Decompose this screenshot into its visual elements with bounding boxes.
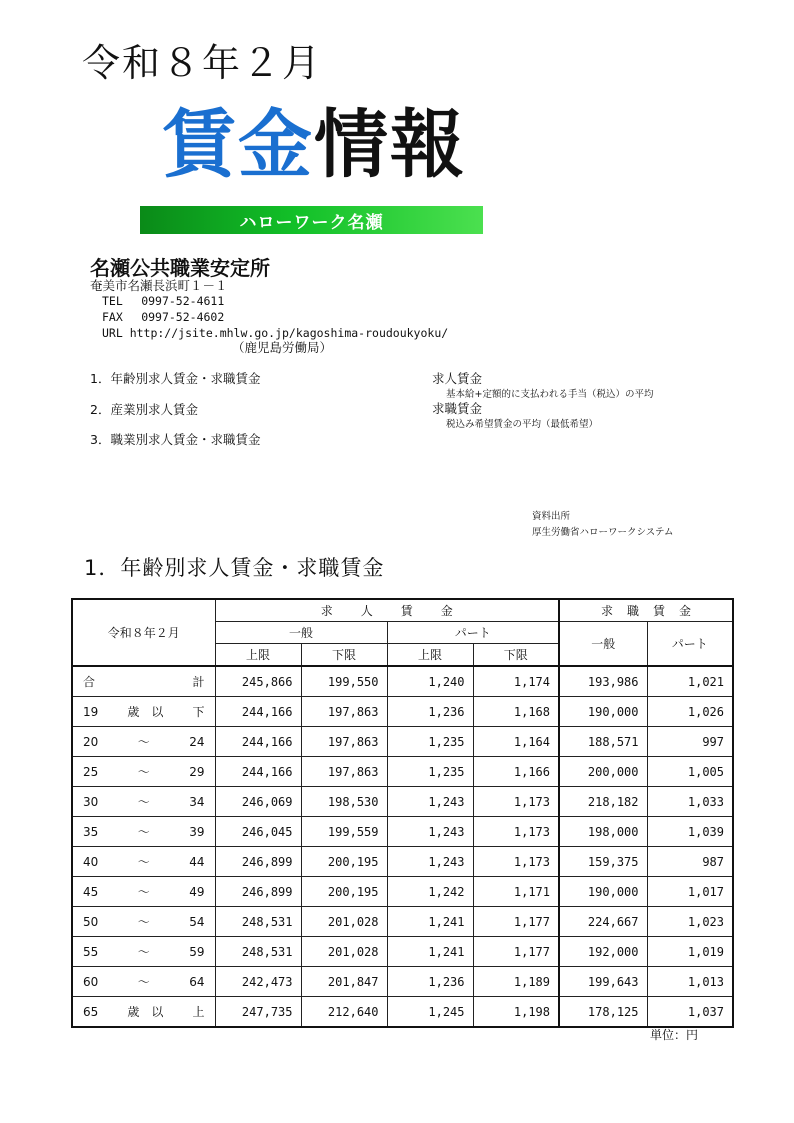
cell-offer-general-upper: 246,045 bbox=[215, 817, 301, 847]
date-title: 令和８年２月 bbox=[82, 41, 323, 85]
age-label-part: 54 bbox=[189, 914, 205, 929]
source-value: 厚生労働省ハローワークシステム bbox=[532, 527, 674, 538]
cell-offer-part-upper: 1,243 bbox=[387, 847, 473, 877]
cell-offer-general-upper: 246,899 bbox=[215, 847, 301, 877]
cell-seek-general: 224,667 bbox=[559, 907, 647, 937]
office-fax: FAX 0997-52-4602 bbox=[102, 310, 225, 324]
age-label-part: 上 bbox=[192, 1005, 205, 1019]
cell-seek-part: 1,033 bbox=[647, 787, 733, 817]
cell-offer-part-lower: 1,164 bbox=[473, 727, 559, 757]
table-row bbox=[72, 967, 733, 997]
age-label-part: 24 bbox=[189, 734, 205, 749]
toc-item-industry: 2．産業別求人賃金 bbox=[90, 402, 198, 417]
age-label-cell bbox=[72, 937, 215, 967]
cell-seek-general: 190,000 bbox=[559, 877, 647, 907]
header-general-lower: 下限 bbox=[301, 644, 387, 667]
age-label-cell bbox=[72, 727, 215, 757]
table-row bbox=[72, 907, 733, 937]
header-offer-wage: 求人賃金 bbox=[215, 599, 559, 622]
age-label-cell bbox=[72, 817, 215, 847]
cell-seek-part: 1,039 bbox=[647, 817, 733, 847]
age-label-part: 29 bbox=[189, 764, 205, 779]
age-label-part: 25 bbox=[83, 764, 99, 779]
toc-item-occupation: 3．職業別求人賃金・求職賃金 bbox=[90, 432, 261, 447]
office-url[interactable]: URL http://jsite.mhlw.go.jp/kagoshima-roudoukyoku/ bbox=[102, 326, 449, 340]
cell-offer-general-upper: 248,531 bbox=[215, 907, 301, 937]
age-label-part: ～ bbox=[137, 945, 150, 959]
header-part-upper: 上限 bbox=[387, 644, 473, 667]
table-row bbox=[72, 937, 733, 967]
cell-offer-general-lower: 201,028 bbox=[301, 907, 387, 937]
toc-item-age: 1．年齢別求人賃金・求職賃金 bbox=[90, 371, 261, 386]
age-label-cell bbox=[72, 697, 215, 727]
cell-offer-part-lower: 1,166 bbox=[473, 757, 559, 787]
header-offer-part: パート bbox=[387, 622, 559, 644]
age-label-part: ～ bbox=[137, 795, 150, 809]
age-label-part: ～ bbox=[137, 975, 150, 989]
section-title: 1．年齢別求人賃金・求職賃金 bbox=[84, 556, 385, 580]
office-bureau: （鹿児島労働局） bbox=[232, 340, 333, 355]
cell-offer-general-upper: 245,866 bbox=[215, 666, 301, 697]
cell-offer-general-lower: 197,863 bbox=[301, 757, 387, 787]
cell-seek-part: 1,013 bbox=[647, 967, 733, 997]
age-label-part: ～ bbox=[137, 915, 150, 929]
definition-offer-desc: 基本給+定額的に支払われる手当（税込）の平均 bbox=[446, 389, 654, 400]
age-label-cell bbox=[72, 967, 215, 997]
table-row bbox=[72, 847, 733, 877]
table-row bbox=[72, 817, 733, 847]
age-label-part: 20 bbox=[83, 734, 99, 749]
cell-offer-general-lower: 212,640 bbox=[301, 997, 387, 1028]
cell-offer-general-upper: 248,531 bbox=[215, 937, 301, 967]
header-part-lower: 下限 bbox=[473, 644, 559, 667]
cell-seek-part: 1,021 bbox=[647, 666, 733, 697]
age-label-part: 30 bbox=[83, 794, 99, 809]
age-label-part: 65 bbox=[83, 1004, 99, 1019]
cell-seek-part: 987 bbox=[647, 847, 733, 877]
cell-seek-part: 1,026 bbox=[647, 697, 733, 727]
table-row bbox=[72, 697, 733, 727]
age-label-part: 44 bbox=[189, 854, 205, 869]
cell-offer-part-upper: 1,241 bbox=[387, 907, 473, 937]
cell-offer-general-upper: 244,166 bbox=[215, 697, 301, 727]
age-label-part: 55 bbox=[83, 944, 99, 959]
cell-offer-part-lower: 1,173 bbox=[473, 817, 559, 847]
header-general-upper: 上限 bbox=[215, 644, 301, 667]
cell-offer-general-lower: 199,550 bbox=[301, 666, 387, 697]
cell-offer-part-lower: 1,168 bbox=[473, 697, 559, 727]
cell-offer-part-upper: 1,245 bbox=[387, 997, 473, 1028]
cell-offer-general-upper: 247,735 bbox=[215, 997, 301, 1028]
age-label-part: 下 bbox=[192, 705, 205, 719]
office-name: 名瀬公共職業安定所 bbox=[90, 256, 270, 280]
age-label-part: 35 bbox=[83, 824, 99, 839]
table-row bbox=[72, 877, 733, 907]
cell-seek-part: 1,005 bbox=[647, 757, 733, 787]
age-label-part: 39 bbox=[189, 824, 205, 839]
age-label-part: ～ bbox=[137, 885, 150, 899]
main-title bbox=[162, 102, 466, 188]
cell-offer-general-lower: 200,195 bbox=[301, 877, 387, 907]
age-label-cell bbox=[72, 907, 215, 937]
age-label-part: 59 bbox=[189, 944, 205, 959]
cell-offer-part-lower: 1,173 bbox=[473, 787, 559, 817]
cell-offer-part-upper: 1,243 bbox=[387, 817, 473, 847]
header-offer-general: 一般 bbox=[215, 622, 387, 644]
source-label: 資料出所 bbox=[532, 511, 571, 522]
definition-offer-term: 求人賃金 bbox=[432, 371, 483, 386]
age-label-part: 60 bbox=[83, 974, 99, 989]
cell-seek-general: 198,000 bbox=[559, 817, 647, 847]
office-tel: TEL 0997-52-4611 bbox=[102, 294, 225, 308]
age-label-part: 64 bbox=[189, 974, 205, 989]
age-label-part: 歳 以 bbox=[127, 1005, 164, 1019]
title-wage: 賃金 bbox=[162, 102, 314, 188]
cell-offer-general-lower: 199,559 bbox=[301, 817, 387, 847]
age-wage-table bbox=[71, 598, 734, 1028]
cell-seek-part: 1,023 bbox=[647, 907, 733, 937]
cell-seek-part: 1,037 bbox=[647, 997, 733, 1028]
cell-offer-general-upper: 244,166 bbox=[215, 727, 301, 757]
cell-seek-general: 159,375 bbox=[559, 847, 647, 877]
cell-offer-part-upper: 1,236 bbox=[387, 967, 473, 997]
age-label-part: 計 bbox=[192, 675, 205, 689]
cell-offer-general-lower: 200,195 bbox=[301, 847, 387, 877]
age-label-part: ～ bbox=[137, 765, 150, 779]
age-label-part: 合 bbox=[83, 675, 96, 689]
cell-offer-part-upper: 1,243 bbox=[387, 787, 473, 817]
cell-seek-general: 218,182 bbox=[559, 787, 647, 817]
age-label-cell bbox=[72, 847, 215, 877]
cell-offer-general-upper: 244,166 bbox=[215, 757, 301, 787]
age-label-part: 19 bbox=[83, 704, 99, 719]
cell-offer-part-upper: 1,242 bbox=[387, 877, 473, 907]
age-label-part: 歳 以 bbox=[127, 705, 164, 719]
cell-offer-part-upper: 1,235 bbox=[387, 727, 473, 757]
header-seek-wage: 求職賃金 bbox=[559, 599, 733, 622]
cell-seek-part: 1,017 bbox=[647, 877, 733, 907]
age-label-part: 49 bbox=[189, 884, 205, 899]
header-seek-part: パート bbox=[647, 622, 733, 667]
cell-offer-general-upper: 246,899 bbox=[215, 877, 301, 907]
age-label-part: 34 bbox=[189, 794, 205, 809]
age-label-cell bbox=[72, 877, 215, 907]
table-row bbox=[72, 666, 733, 697]
cell-seek-general: 192,000 bbox=[559, 937, 647, 967]
cell-seek-part: 1,019 bbox=[647, 937, 733, 967]
cell-offer-part-lower: 1,174 bbox=[473, 666, 559, 697]
definition-seek-desc: 税込み希望賃金の平均（最低希望） bbox=[446, 419, 599, 430]
age-label-part: ～ bbox=[137, 855, 150, 869]
table-corner: 令和８年２月 bbox=[72, 599, 215, 666]
unit-note: 単位：円 bbox=[650, 1028, 699, 1042]
cell-offer-part-lower: 1,177 bbox=[473, 907, 559, 937]
cell-offer-part-lower: 1,189 bbox=[473, 967, 559, 997]
cell-offer-part-lower: 1,177 bbox=[473, 937, 559, 967]
cell-offer-general-upper: 246,069 bbox=[215, 787, 301, 817]
cell-seek-part: 997 bbox=[647, 727, 733, 757]
cell-seek-general: 188,571 bbox=[559, 727, 647, 757]
cell-seek-general: 200,000 bbox=[559, 757, 647, 787]
cell-offer-part-upper: 1,236 bbox=[387, 697, 473, 727]
age-label-part: 40 bbox=[83, 854, 99, 869]
table-row bbox=[72, 997, 733, 1028]
age-label-cell bbox=[72, 757, 215, 787]
cell-seek-general: 190,000 bbox=[559, 697, 647, 727]
age-label-cell bbox=[72, 666, 215, 697]
header-seek-general: 一般 bbox=[559, 622, 647, 667]
cell-offer-part-upper: 1,235 bbox=[387, 757, 473, 787]
age-label-part: 45 bbox=[83, 884, 99, 899]
title-info: 情報 bbox=[314, 102, 466, 188]
office-address: 奄美市名瀬長浜町１－１ bbox=[90, 278, 228, 293]
cell-offer-general-upper: 242,473 bbox=[215, 967, 301, 997]
cell-offer-general-lower: 201,847 bbox=[301, 967, 387, 997]
cell-offer-part-lower: 1,198 bbox=[473, 997, 559, 1028]
cell-offer-general-lower: 197,863 bbox=[301, 697, 387, 727]
cell-offer-part-lower: 1,173 bbox=[473, 847, 559, 877]
age-label-cell bbox=[72, 787, 215, 817]
cell-offer-general-lower: 198,530 bbox=[301, 787, 387, 817]
age-label-part: ～ bbox=[137, 735, 150, 749]
cell-offer-part-upper: 1,240 bbox=[387, 666, 473, 697]
age-label-part: 50 bbox=[83, 914, 99, 929]
table-row bbox=[72, 787, 733, 817]
table-row bbox=[72, 757, 733, 787]
age-label-part: ～ bbox=[137, 825, 150, 839]
cell-seek-general: 178,125 bbox=[559, 997, 647, 1028]
definition-seek-term: 求職賃金 bbox=[432, 401, 483, 416]
cell-offer-general-lower: 197,863 bbox=[301, 727, 387, 757]
cell-seek-general: 193,986 bbox=[559, 666, 647, 697]
cell-offer-part-lower: 1,171 bbox=[473, 877, 559, 907]
cell-offer-general-lower: 201,028 bbox=[301, 937, 387, 967]
cell-offer-part-upper: 1,241 bbox=[387, 937, 473, 967]
table-row bbox=[72, 727, 733, 757]
age-label-cell bbox=[72, 997, 215, 1028]
hellowork-banner: ハローワーク名瀬 bbox=[140, 206, 483, 234]
cell-seek-general: 199,643 bbox=[559, 967, 647, 997]
